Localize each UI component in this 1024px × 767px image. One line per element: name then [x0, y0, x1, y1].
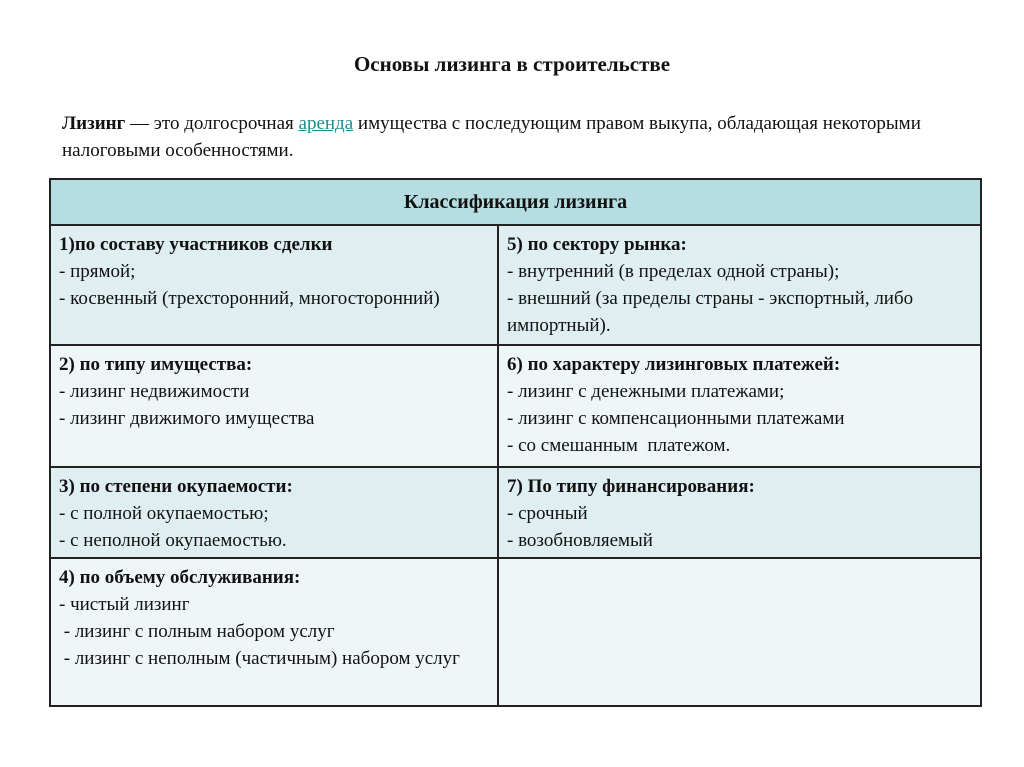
cell-6	[498, 345, 981, 467]
cell-heading: 1)по составу участников сделки	[59, 234, 333, 255]
cell-item: - лизинг с полным набором услуг	[59, 621, 335, 642]
cell-item: - косвенный (трехсторонний, многосторонний)	[59, 288, 440, 309]
cell-heading: 3) по степени окупаемости:	[59, 476, 293, 497]
cell-item: - внутренний (в пределах одной страны);	[507, 261, 840, 282]
intro-text-2: имущества с последующим правом выкупа, обладающая некоторыми налоговыми особенностями.	[62, 113, 921, 161]
cell-heading: 5) по сектору рынка:	[507, 234, 687, 255]
cell-item: - лизинг движимого имущества	[59, 408, 315, 429]
cell-heading: 6) по характеру лизинговых платежей:	[507, 354, 841, 375]
cell-item: - лизинг с денежными платежами;	[507, 381, 785, 402]
cell-item: - внешний (за пределы страны - экспортный, либо импортный).	[507, 288, 918, 336]
page-title: Основы лизинга в строительстве	[353, 52, 671, 76]
cell-item: - лизинг с компенсационными платежами	[507, 408, 845, 429]
table-row	[50, 467, 981, 558]
cell-heading: 7) По типу финансирования:	[507, 476, 755, 497]
cell-4	[50, 558, 498, 706]
cell-item: - с неполной окупаемостью.	[59, 530, 287, 551]
cell-item: - со смешанным платежом.	[507, 435, 731, 456]
table-row	[50, 225, 981, 345]
cell-item: - чистый лизинг	[59, 594, 190, 615]
arenda-link[interactable]: аренда	[298, 113, 354, 134]
table-header: Классификация лизинга	[50, 179, 981, 225]
cell-item: - срочный	[507, 503, 588, 524]
table-row	[50, 558, 981, 706]
cell-item: - лизинг недвижимости	[59, 381, 250, 402]
cell-5	[498, 225, 981, 345]
intro-paragraph	[62, 110, 982, 164]
cell-7	[498, 467, 981, 558]
cell-empty	[498, 558, 981, 706]
cell-1	[50, 225, 498, 345]
cell-item: - возобновляемый	[507, 530, 653, 551]
cell-heading: 2) по типу имущества:	[59, 354, 253, 375]
cell-2	[50, 345, 498, 467]
intro-text-1: — это долгосрочная	[125, 113, 299, 134]
cell-item: - лизинг с неполным (частичным) набором услуг	[59, 648, 460, 669]
cell-heading: 4) по объему обслуживания:	[59, 567, 301, 588]
cell-item: - с полной окупаемостью;	[59, 503, 269, 524]
cell-3	[50, 467, 498, 558]
intro-term: Лизинг	[62, 113, 126, 134]
classification-table	[49, 178, 982, 707]
table-row	[50, 345, 981, 467]
cell-item: - прямой;	[59, 261, 136, 282]
